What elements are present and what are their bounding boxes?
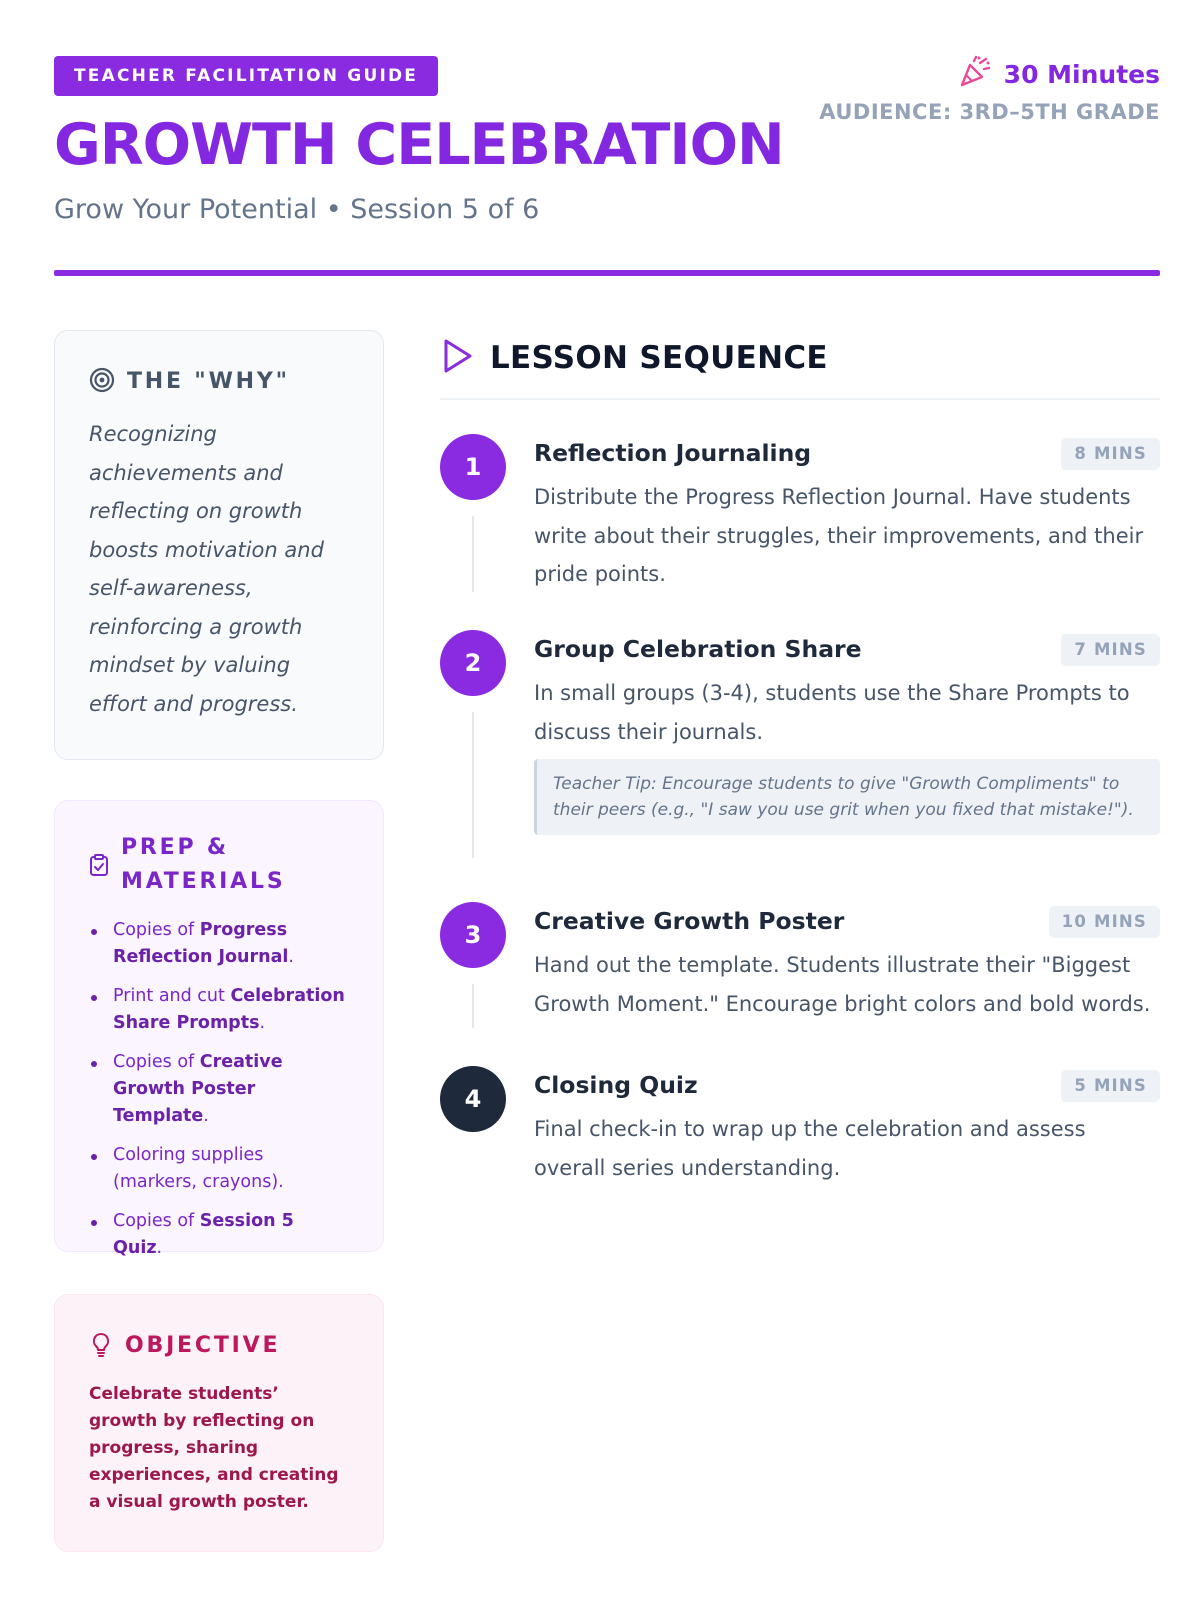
lightbulb-icon: [89, 1331, 113, 1363]
step-number: 2: [440, 630, 506, 696]
step-title: Creative Growth Poster: [534, 907, 845, 935]
step-duration-badge: 10 MINS: [1049, 906, 1160, 938]
prep-item: Print and cut Celebration Share Prompts.: [89, 983, 349, 1037]
clipboard-check-icon: [89, 853, 109, 881]
step-number: 1: [440, 434, 506, 500]
step-title: Group Celebration Share: [534, 635, 862, 663]
objective-text: Celebrate students’ growth by reflecting on progress, sharing experiences, and creating a visual growth poster.: [89, 1384, 339, 1512]
prep-title: PREP & MATERIALS: [121, 835, 286, 894]
step-duration-badge: 8 MINS: [1061, 438, 1160, 470]
section-title: LESSON SEQUENCE: [490, 340, 828, 376]
step-title: Reflection Journaling: [534, 439, 812, 467]
why-text: Recognizing achievements and reflecting on growth boosts motivation and self-awareness, reinforcing a growth mindset by valuing effort and progress.: [89, 422, 324, 716]
step-duration-badge: 7 MINS: [1061, 634, 1160, 666]
step-connector: [472, 984, 474, 1028]
why-card: [54, 330, 384, 760]
why-title: THE "WHY": [127, 369, 290, 394]
step-description: Distribute the Progress Reflection Journal. Have students write about their struggles, their improvements, and their pride points.: [534, 485, 1144, 586]
step-description: Final check-in to wrap up the celebration and assess overall series understanding.: [534, 1117, 1086, 1180]
target-icon: [89, 367, 115, 397]
step-connector: [472, 516, 474, 592]
duration-text: 30 Minutes: [1003, 59, 1160, 89]
duration: [958, 56, 1160, 92]
page-subtitle: Grow Your Potential • Session 5 of 6: [54, 194, 540, 225]
audience-label: AUDIENCE: 3RD–5TH GRADE: [819, 100, 1160, 124]
step-duration-badge: 5 MINS: [1061, 1070, 1160, 1102]
page-title: GROWTH CELEBRATION: [54, 112, 784, 178]
play-icon: [440, 337, 474, 379]
step-number: 4: [440, 1066, 506, 1132]
step-title: Closing Quiz: [534, 1071, 698, 1099]
step-description: Hand out the template. Students illustrate their "Biggest Growth Moment." Encourage bright colors and bold words.: [534, 953, 1151, 1016]
section-divider: [440, 398, 1160, 400]
teacher-tip: Teacher Tip: Encourage students to give "Growth Compliments" to their peers (e.g., "I saw you use grit when you fixed that mistake!").: [534, 759, 1160, 835]
prep-item: Copies of Progress Reflection Journal.: [89, 917, 349, 971]
prep-card: [54, 800, 384, 1258]
guide-badge: TEACHER FACILITATION GUIDE: [54, 56, 438, 96]
prep-list: [89, 917, 349, 1262]
objective-card: [54, 1294, 384, 1552]
step-connector: [472, 712, 474, 858]
prep-item: Copies of Session 5 Quiz.: [89, 1208, 349, 1262]
objective-title: OBJECTIVE: [125, 1333, 281, 1358]
prep-item: Coloring supplies (markers, crayons).: [89, 1142, 349, 1196]
sidebar: [54, 330, 384, 1552]
step-description: In small groups (3-4), students use the Share Prompts to discuss their journals.: [534, 681, 1130, 744]
party-popper-icon: [958, 55, 992, 93]
prep-item: Copies of Creative Growth Poster Template.: [89, 1049, 349, 1130]
step-number: 3: [440, 902, 506, 968]
page-header: [54, 56, 1160, 276]
lesson-sequence: [440, 330, 1160, 1180]
header-divider: [54, 270, 1160, 276]
